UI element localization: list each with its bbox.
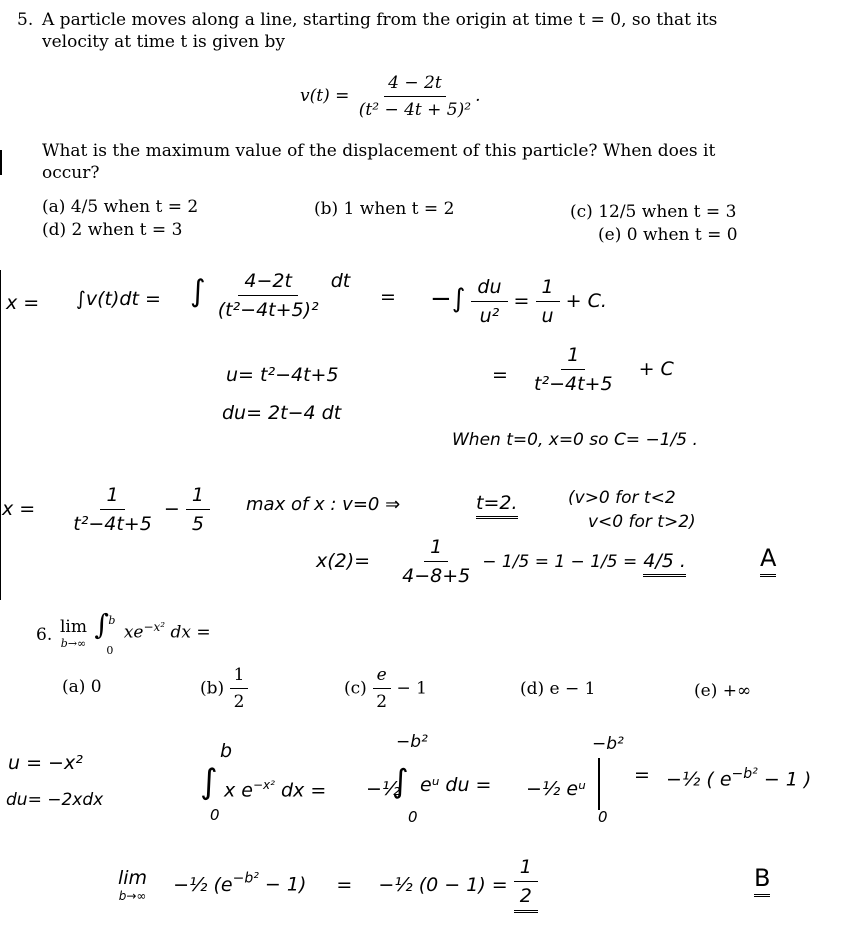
hw6-u-sub: u = −x² xyxy=(8,752,83,774)
velocity-numerator: 4 − 2t xyxy=(384,72,446,97)
hw6-lim-expr: −½ (e xyxy=(173,873,233,896)
velocity-denominator: (t² − 4t + 5)² xyxy=(358,100,472,120)
hw6-int-exp: −x² xyxy=(252,778,275,792)
choice-5e: (e) 0 when t = 0 xyxy=(598,225,738,245)
hw6-step3-bar xyxy=(598,758,600,810)
margin-mark xyxy=(0,270,1,600)
hw6-step2 xyxy=(366,732,506,826)
hw-integral-v: ∫v(t)dt = xyxy=(76,288,161,310)
hw-minus-int: −∫ xyxy=(430,284,466,314)
hw-when-line: When t=0, x=0 so C= −1/5 . xyxy=(452,430,698,450)
hw-int-num: 4−2t xyxy=(238,270,298,296)
hw6-step4 xyxy=(666,766,811,790)
p6-lim-sub: b→∞ xyxy=(60,637,87,651)
hw6-lim-word: lim xyxy=(118,866,148,889)
choice-6b: (b) $\frac{1}{2}$ xyxy=(200,664,248,713)
hw-x2-num: 1 xyxy=(424,536,448,562)
hw-c-num: 1 xyxy=(186,484,210,510)
choice-6e: (e) +∞ xyxy=(694,681,752,701)
hw-result-fraction xyxy=(528,344,674,395)
hw-equals-2: = xyxy=(492,364,508,386)
problem-6-limit xyxy=(60,608,211,658)
hw6-final-den: 2 xyxy=(519,885,532,907)
p6-lim: lim xyxy=(60,617,87,638)
hw-du-den: u² xyxy=(479,305,500,327)
hw6-lim-exp: −b² xyxy=(232,870,259,887)
hw-x2-rest: − 1/5 = 1 − 1/5 = xyxy=(482,552,638,572)
hw-sign-2: v<0 for t>2) xyxy=(588,512,696,532)
p6-upper: b xyxy=(108,614,116,628)
choice-6a: (a) 0 xyxy=(62,677,102,697)
problem-5-line-1: A particle moves along a line, starting from the origin at time t = 0, so that its xyxy=(42,10,718,30)
velocity-period: . xyxy=(475,86,481,106)
hw-result-den: t²−4t+5 xyxy=(534,373,613,395)
hw-x-final-den: t²−4t+5 xyxy=(73,513,152,535)
hw-u: u xyxy=(541,305,554,327)
hw-t-equals-2: t=2. xyxy=(476,492,518,514)
hw6-final-fraction xyxy=(514,856,538,913)
hw-x-final-minus: − xyxy=(163,498,180,520)
hw-one: 1 xyxy=(536,276,560,302)
hw-max-line: max of x : v=0 ⇒ xyxy=(246,494,401,515)
problem-6-number: 6. xyxy=(36,625,53,645)
hw-u-sub: u= t²−4t+5 xyxy=(226,364,339,386)
choice-5b: (b) 1 when t = 2 xyxy=(314,199,455,219)
hw6-step4-end: − 1 ) xyxy=(763,768,812,791)
choice-6c: (c) $\frac{e}{2}$ − 1 xyxy=(344,665,427,712)
hw6-step2-lower: 0 xyxy=(408,808,418,826)
choice-6d: (d) e − 1 xyxy=(520,679,596,699)
hw6-step3 xyxy=(526,732,626,826)
p6-lower: 0 xyxy=(106,644,114,658)
hw-x-final-num: 1 xyxy=(100,484,124,510)
hw-x-final xyxy=(2,484,210,535)
problem-5-number: 5. xyxy=(17,10,34,30)
hw6-int-sign: ∫ xyxy=(200,762,218,802)
p6-dx: dx = xyxy=(170,622,211,643)
hw6-du-sub: du= −2xdx xyxy=(6,790,104,810)
hw6-step3-body: −½ eᵘ xyxy=(526,778,586,800)
hw6-step2-coef: −½ xyxy=(366,778,401,800)
hw-du-num: du xyxy=(471,276,507,302)
hw6-step4-body: −½ ( e xyxy=(666,768,732,791)
velocity-lhs: v(t) = xyxy=(300,86,350,106)
hw-x2-answer: 4/5 . xyxy=(643,550,686,577)
velocity-formula xyxy=(300,72,480,121)
hw6-answer-b: B xyxy=(754,864,770,892)
hw-x-final-lhs: x = xyxy=(2,498,36,520)
p6-integral-sign: ∫ xyxy=(94,608,109,642)
hw-x2-lhs: x(2)= xyxy=(316,550,371,572)
hw6-step2-sign: ∫ xyxy=(392,762,409,800)
p6-integrand: xe xyxy=(123,622,144,643)
hw-du-integral xyxy=(430,276,607,327)
problem-5-question-1: What is the maximum value of the displacement of this particle? When does it xyxy=(42,141,716,161)
velocity-fraction xyxy=(355,72,475,121)
hw6-lim-eq: = xyxy=(336,873,353,896)
hw-eq-after-du: = xyxy=(513,290,530,312)
hw-c-den: 5 xyxy=(191,513,204,535)
hw6-int-body: x e xyxy=(224,779,253,802)
problem-5-line-2: velocity at time t is given by xyxy=(42,32,285,52)
choice-5a: (a) 4/5 when t = 2 xyxy=(42,197,199,217)
hw6-step4-exp: −b² xyxy=(731,766,758,782)
hw-result-num: 1 xyxy=(561,344,585,370)
hw6-step3-lower: 0 xyxy=(598,808,608,826)
hw-int-den: (t²−4t+5)² xyxy=(217,299,319,321)
hw6-step2-body: eᵘ du = xyxy=(420,774,492,796)
problem-5-question-2: occur? xyxy=(42,163,100,183)
hw-answer-a: A xyxy=(760,544,776,572)
hw-x-equals: x = xyxy=(6,292,40,314)
hw6-int-lower: 0 xyxy=(210,806,220,824)
hw-x2-den: 4−8+5 xyxy=(402,565,471,587)
hw6-lim-sub: b→∞ xyxy=(118,888,147,903)
hw6-eq: = xyxy=(634,764,650,786)
p6-exponent: −x² xyxy=(143,620,166,634)
choice-5c: (c) 12/5 when t = 3 xyxy=(570,202,737,222)
hw-integral-fraction: ∫ $\frac{4-2t}{\text{(t²−4t+5)²}}$ dt xyxy=(190,270,351,321)
hw6-int-dx: dx = xyxy=(281,779,327,802)
hw6-step2-upper: −b² xyxy=(396,732,428,752)
hw6-int-upper: b xyxy=(220,740,233,762)
hw-result-plus-c: + C xyxy=(638,358,674,380)
hw-sign-1: (v>0 for t<2 xyxy=(568,488,676,508)
hw6-lim-result: −½ (0 − 1) = xyxy=(378,873,508,896)
hw-plus-c: + C. xyxy=(565,290,607,312)
hw6-step3-upper: −b² xyxy=(592,734,624,754)
hw-equals-1: = xyxy=(380,286,396,308)
hw-dt: dt xyxy=(330,270,351,292)
choice-5d: (d) 2 when t = 3 xyxy=(42,220,183,240)
hw6-limit xyxy=(118,856,538,913)
hw-du-sub: du= 2t−4 dt xyxy=(222,402,342,424)
hw-x-of-2 xyxy=(316,536,686,587)
hw6-final-num: 1 xyxy=(514,856,538,882)
hw6-lim-end: − 1) xyxy=(264,873,307,896)
hw6-integral xyxy=(196,740,336,824)
margin-mark xyxy=(0,150,2,175)
